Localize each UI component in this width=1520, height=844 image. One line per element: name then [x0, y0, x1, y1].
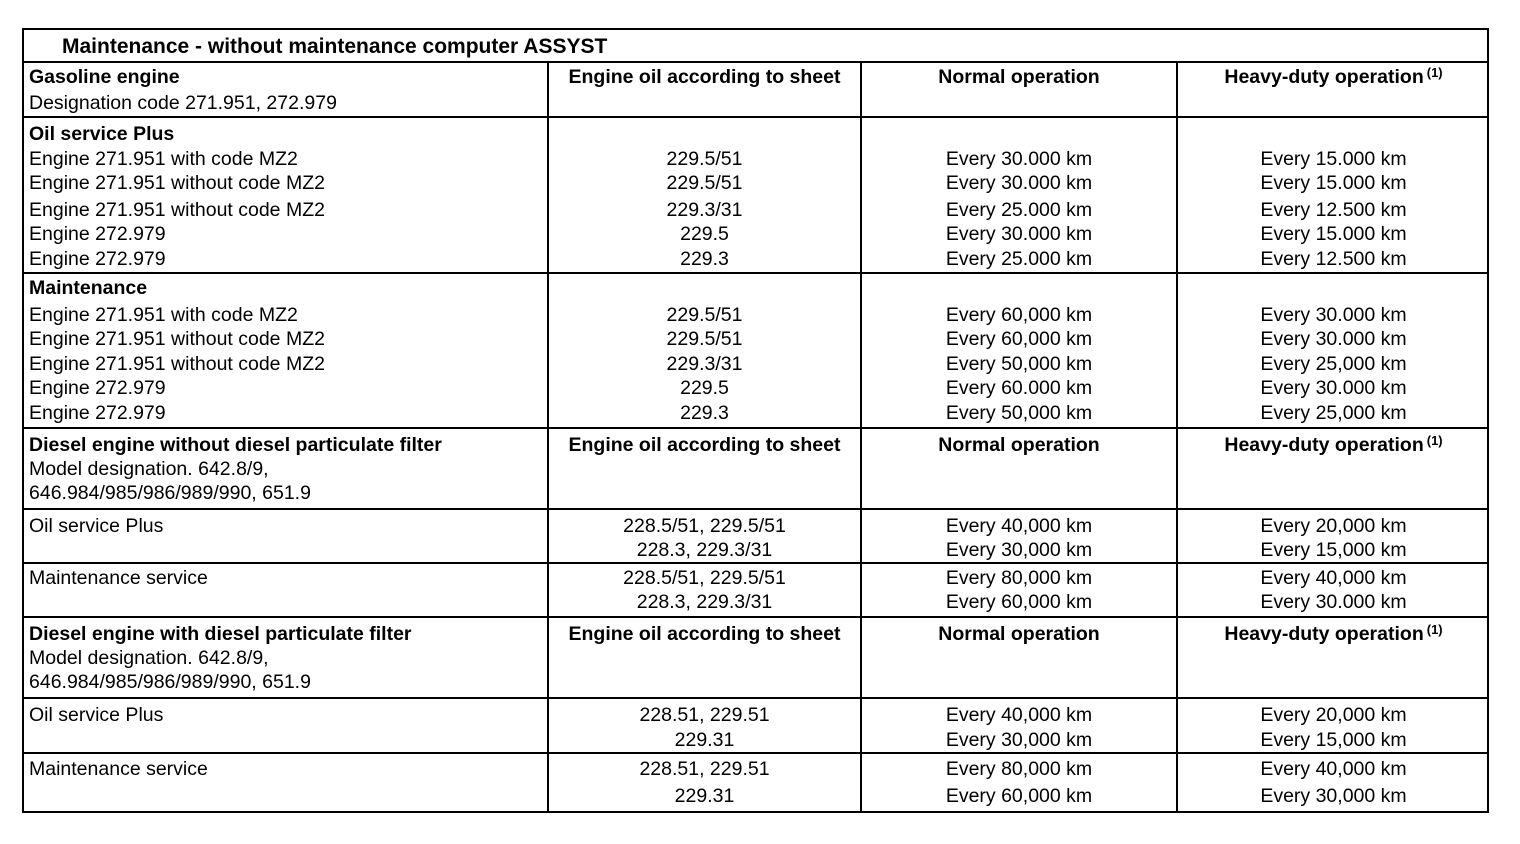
gasoline-oil-service-plus	[24, 118, 1487, 274]
oil-spec: 229.31	[674, 729, 735, 751]
heavy-interval: Every 30.000 km	[1260, 591, 1407, 613]
oil-spec: 228.3, 229.3/31	[636, 591, 773, 613]
engine-name: Engine 271.951 without code MZ2	[29, 328, 325, 350]
normal-interval: Every 80,000 km	[945, 567, 1093, 589]
oil-spec: 228.51, 229.51	[639, 704, 770, 726]
heavy-interval: Every 15.000 km	[1260, 148, 1407, 170]
oil-spec: 229.5/51	[666, 148, 743, 170]
normal-interval: Every 60.000 km	[945, 377, 1093, 399]
normal-interval: Every 60,000 km	[945, 304, 1093, 326]
table-title: Maintenance - without maintenance computer ASSYST	[24, 30, 1487, 63]
heavy-interval: Every 40,000 km	[1260, 567, 1407, 589]
gasoline-maintenance	[24, 274, 1487, 429]
heavy-interval: Every 15,000 km	[1260, 539, 1407, 561]
engine-name: Engine 271.951 without code MZ2	[29, 353, 325, 375]
heavy-interval: Every 15,000 km	[1260, 729, 1407, 751]
heavy-interval: Every 12.500 km	[1260, 248, 1407, 270]
column-header-heavy: Heavy-duty operation $^{(1)}$	[1224, 433, 1443, 456]
group-label: Maintenance service	[29, 567, 208, 589]
diesel-dpf-maintenance-service	[24, 754, 1487, 811]
group-label: Maintenance	[29, 277, 148, 299]
normal-interval: Every 40,000 km	[945, 704, 1093, 726]
normal-interval: Every 30,000 km	[945, 729, 1093, 751]
heavy-interval: Every 25,000 km	[1260, 353, 1407, 375]
gasoline-header-row	[24, 61, 1487, 118]
group-label: Oil service Plus	[29, 123, 175, 145]
oil-spec: 229.5/51	[666, 304, 743, 326]
oil-spec: 229.3/31	[666, 199, 743, 221]
normal-interval: Every 30.000 km	[945, 223, 1093, 245]
oil-spec: 229.3	[680, 248, 729, 270]
diesel-no-dpf-header-row	[24, 429, 1487, 510]
group-label: Oil service Plus	[29, 704, 164, 726]
group-label: Oil service Plus	[29, 515, 164, 537]
oil-spec: 229.5/51	[666, 172, 743, 194]
column-header-oil: Engine oil according to sheet	[568, 66, 841, 88]
footnote-marker: (1)	[1426, 622, 1443, 637]
column-header-heavy: Heavy-duty operation $^{(1)}$	[1224, 622, 1443, 645]
heavy-interval: Every 15.000 km	[1260, 223, 1407, 245]
model-designation: Model designation. 642.8/9,	[29, 458, 269, 480]
diesel-dpf-oil-service-plus	[24, 699, 1487, 754]
column-header-normal: Normal operation	[938, 623, 1100, 645]
section-heading: Diesel engine with diesel particulate filter	[29, 623, 412, 645]
engine-name: Engine 271.951 with code MZ2	[29, 148, 298, 170]
heavy-interval: Every 25,000 km	[1260, 402, 1407, 424]
normal-interval: Every 60,000 km	[945, 328, 1093, 350]
column-header-oil: Engine oil according to sheet	[568, 434, 841, 456]
oil-spec: 228.51, 229.51	[639, 758, 770, 780]
heavy-interval: Every 30.000 km	[1260, 328, 1407, 350]
normal-interval: Every 30,000 km	[945, 539, 1093, 561]
column-header-oil: Engine oil according to sheet	[568, 623, 841, 645]
normal-interval: Every 30.000 km	[945, 172, 1093, 194]
model-designation-cont: 646.984/985/986/989/990, 651.9	[29, 671, 311, 693]
heavy-interval: Every 30.000 km	[1260, 304, 1407, 326]
engine-name: Engine 271.951 with code MZ2	[29, 304, 298, 326]
diesel-dpf-header-row	[24, 618, 1487, 699]
model-designation-cont: 646.984/985/986/989/990, 651.9	[29, 482, 311, 504]
heavy-interval: Every 15.000 km	[1260, 172, 1407, 194]
footnote-marker: (1)	[1426, 65, 1443, 80]
oil-spec: 229.3	[680, 402, 729, 424]
heavy-interval: Every 20,000 km	[1260, 704, 1407, 726]
column-header-heavy: Heavy-duty operation $^{(1)}$	[1224, 65, 1443, 88]
diesel-no-dpf-maintenance-service	[24, 564, 1487, 618]
model-designation: Model designation. 642.8/9,	[29, 647, 269, 669]
section-heading: Gasoline engine	[29, 66, 180, 88]
normal-interval: Every 50,000 km	[945, 402, 1093, 424]
heavy-interval: Every 30.000 km	[1260, 377, 1407, 399]
normal-interval: Every 60,000 km	[945, 785, 1093, 807]
oil-spec: 228.3, 229.3/31	[636, 539, 773, 561]
heavy-interval: Every 12.500 km	[1260, 199, 1407, 221]
engine-name: Engine 272.979	[29, 402, 166, 424]
maintenance-table	[22, 28, 1489, 813]
oil-spec: 228.5/51, 229.5/51	[623, 567, 786, 589]
normal-interval: Every 80,000 km	[945, 758, 1093, 780]
normal-interval: Every 50,000 km	[945, 353, 1093, 375]
oil-spec: 229.5	[680, 377, 729, 399]
oil-spec: 228.5/51, 229.5/51	[623, 515, 786, 537]
heavy-interval: Every 40,000 km	[1260, 758, 1407, 780]
section-heading: Diesel engine without diesel particulate filter	[29, 434, 442, 456]
normal-interval: Every 40,000 km	[945, 515, 1093, 537]
normal-interval: Every 30.000 km	[945, 148, 1093, 170]
oil-spec: 229.5/51	[666, 328, 743, 350]
engine-name: Engine 272.979	[29, 223, 166, 245]
normal-interval: Every 25.000 km	[945, 248, 1093, 270]
engine-name: Engine 272.979	[29, 377, 166, 399]
heavy-interval: Every 20,000 km	[1260, 515, 1407, 537]
normal-interval: Every 25.000 km	[945, 199, 1093, 221]
engine-name: Engine 272.979	[29, 248, 166, 270]
diesel-no-dpf-oil-service-plus	[24, 510, 1487, 564]
footnote-marker: (1)	[1426, 433, 1443, 448]
column-header-normal: Normal operation	[938, 434, 1100, 456]
designation-code: Designation code 271.951, 272.979	[29, 92, 337, 114]
column-header-normal: Normal operation	[938, 66, 1100, 88]
engine-name: Engine 271.951 without code MZ2	[29, 172, 325, 194]
oil-spec: 229.5	[680, 223, 729, 245]
oil-spec: 229.31	[674, 785, 735, 807]
group-label: Maintenance service	[29, 758, 208, 780]
oil-spec: 229.3/31	[666, 353, 743, 375]
heavy-interval: Every 30,000 km	[1260, 785, 1407, 807]
normal-interval: Every 60,000 km	[945, 591, 1093, 613]
engine-name: Engine 271.951 without code MZ2	[29, 199, 325, 221]
